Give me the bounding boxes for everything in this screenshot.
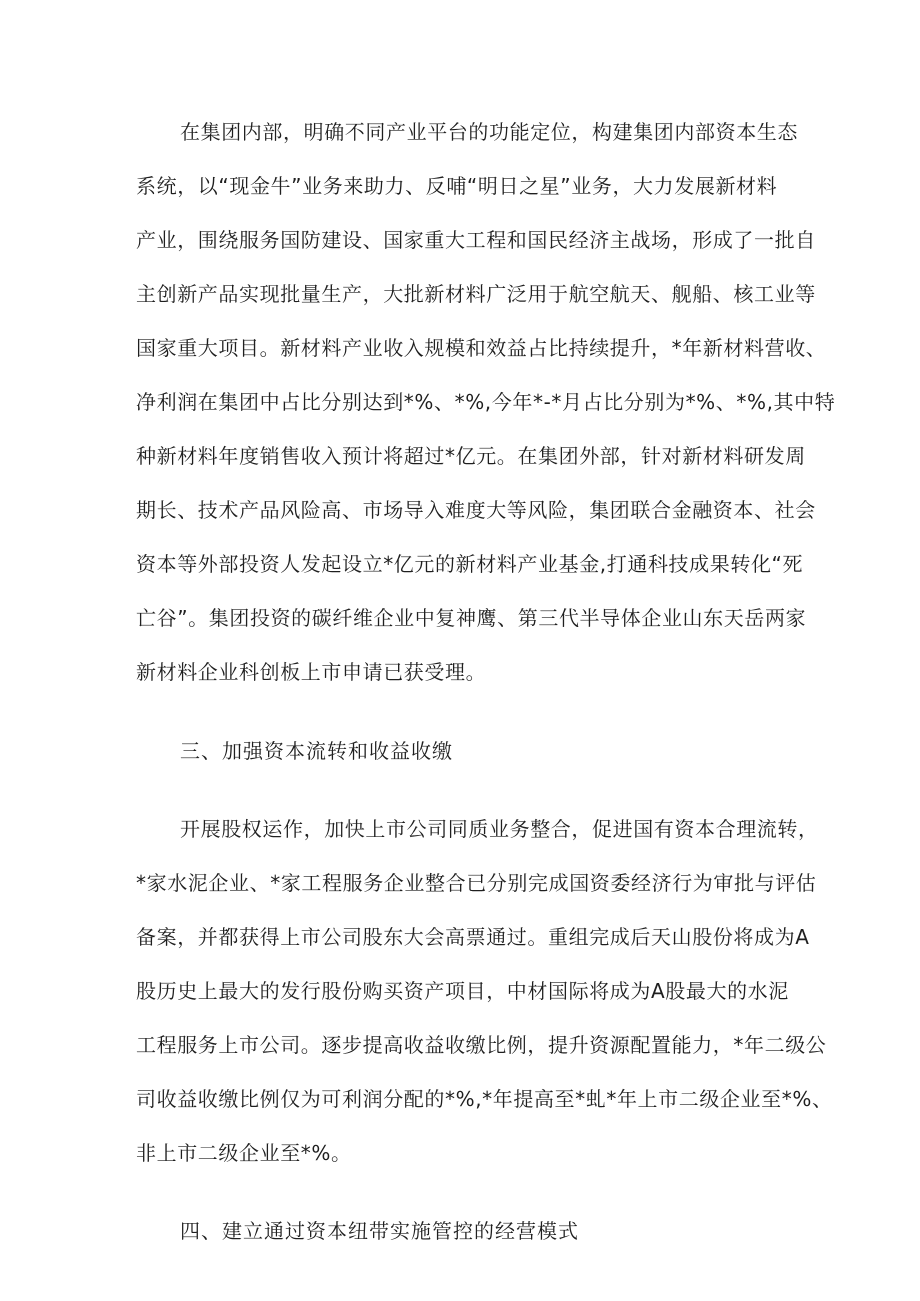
- paragraph-1-line-11: 新材料企业科创板上市申请已获受理。: [136, 660, 487, 684]
- paragraph-1-line-8: 期长、技术产品风险高、市场导入难度大等风险，集团联合金融资本、社会: [136, 498, 816, 522]
- section-heading-3: 三、加强资本流转和收益收缴: [180, 739, 453, 763]
- paragraph-2-line-6: 司收益收缴比例仅为可利润分配的*%,*年提高至*虬*年上市二级企业至*%、: [136, 1087, 833, 1111]
- paragraph-1-line-4: 主创新产品实现批量生产，大批新材料广泛用于航空航天、舰船、核工业等: [136, 282, 816, 306]
- paragraph-1-line-3: 产业，围绕服务国防建设、国家重大工程和国民经济主战场，形成了一批自: [136, 228, 816, 252]
- paragraph-1-line-9: 资本等外部投资人发起设立*亿元的新材料产业基金,打通科技成果转化“死: [136, 552, 804, 576]
- paragraph-2-line-2: *家水泥企业、*家工程服务企业整合已分别完成国资委经济行为审批与评估: [136, 871, 817, 895]
- paragraph-2-line-3: 备案，并都获得上市公司股东大会高票通过。重组完成后天山股份将成为A: [136, 925, 810, 949]
- paragraph-2-line-1: 开展股权运作，加快上市公司同质业务整合，促进国有资本合理流转，: [180, 817, 819, 841]
- paragraph-2-line-4: 股历史上最大的发行股份购买资产项目，中材国际将成为A股最大的水泥: [136, 979, 789, 1003]
- paragraph-1-line-6: 净利润在集团中占比分别达到*%、*%,今年*-*月占比分别为*%、*%,其中特: [136, 390, 836, 414]
- paragraph-1-line-5: 国家重大项目。新材料产业收入规模和效益占比持续提升，*年新材料营收、: [136, 336, 827, 360]
- paragraph-1-line-7: 种新材料年度销售收入预计将超过*亿元。在集团外部，针对新材料研发周: [136, 444, 806, 468]
- paragraph-1-line-2: 系统，以“现金牛”业务来助力、反哺“明日之星”业务，大力发展新材料: [136, 174, 778, 198]
- paragraph-2-line-7: 非上市二级企业至*%。: [136, 1141, 352, 1165]
- paragraph-2-line-5: 工程服务上市公司。逐步提高收益收缴比例，提升资源配置能力，*年二级公: [136, 1033, 827, 1057]
- paragraph-1-line-10: 亡谷”。集团投资的碳纤维企业中复神鹰、第三代半导体企业山东天岳两家: [136, 606, 807, 630]
- section-heading-4: 四、建立通过资本纽带实施管控的经营模式: [180, 1219, 579, 1243]
- paragraph-1-line-1: 在集团内部，明确不同产业平台的功能定位，构建集团内部资本生态: [180, 120, 798, 144]
